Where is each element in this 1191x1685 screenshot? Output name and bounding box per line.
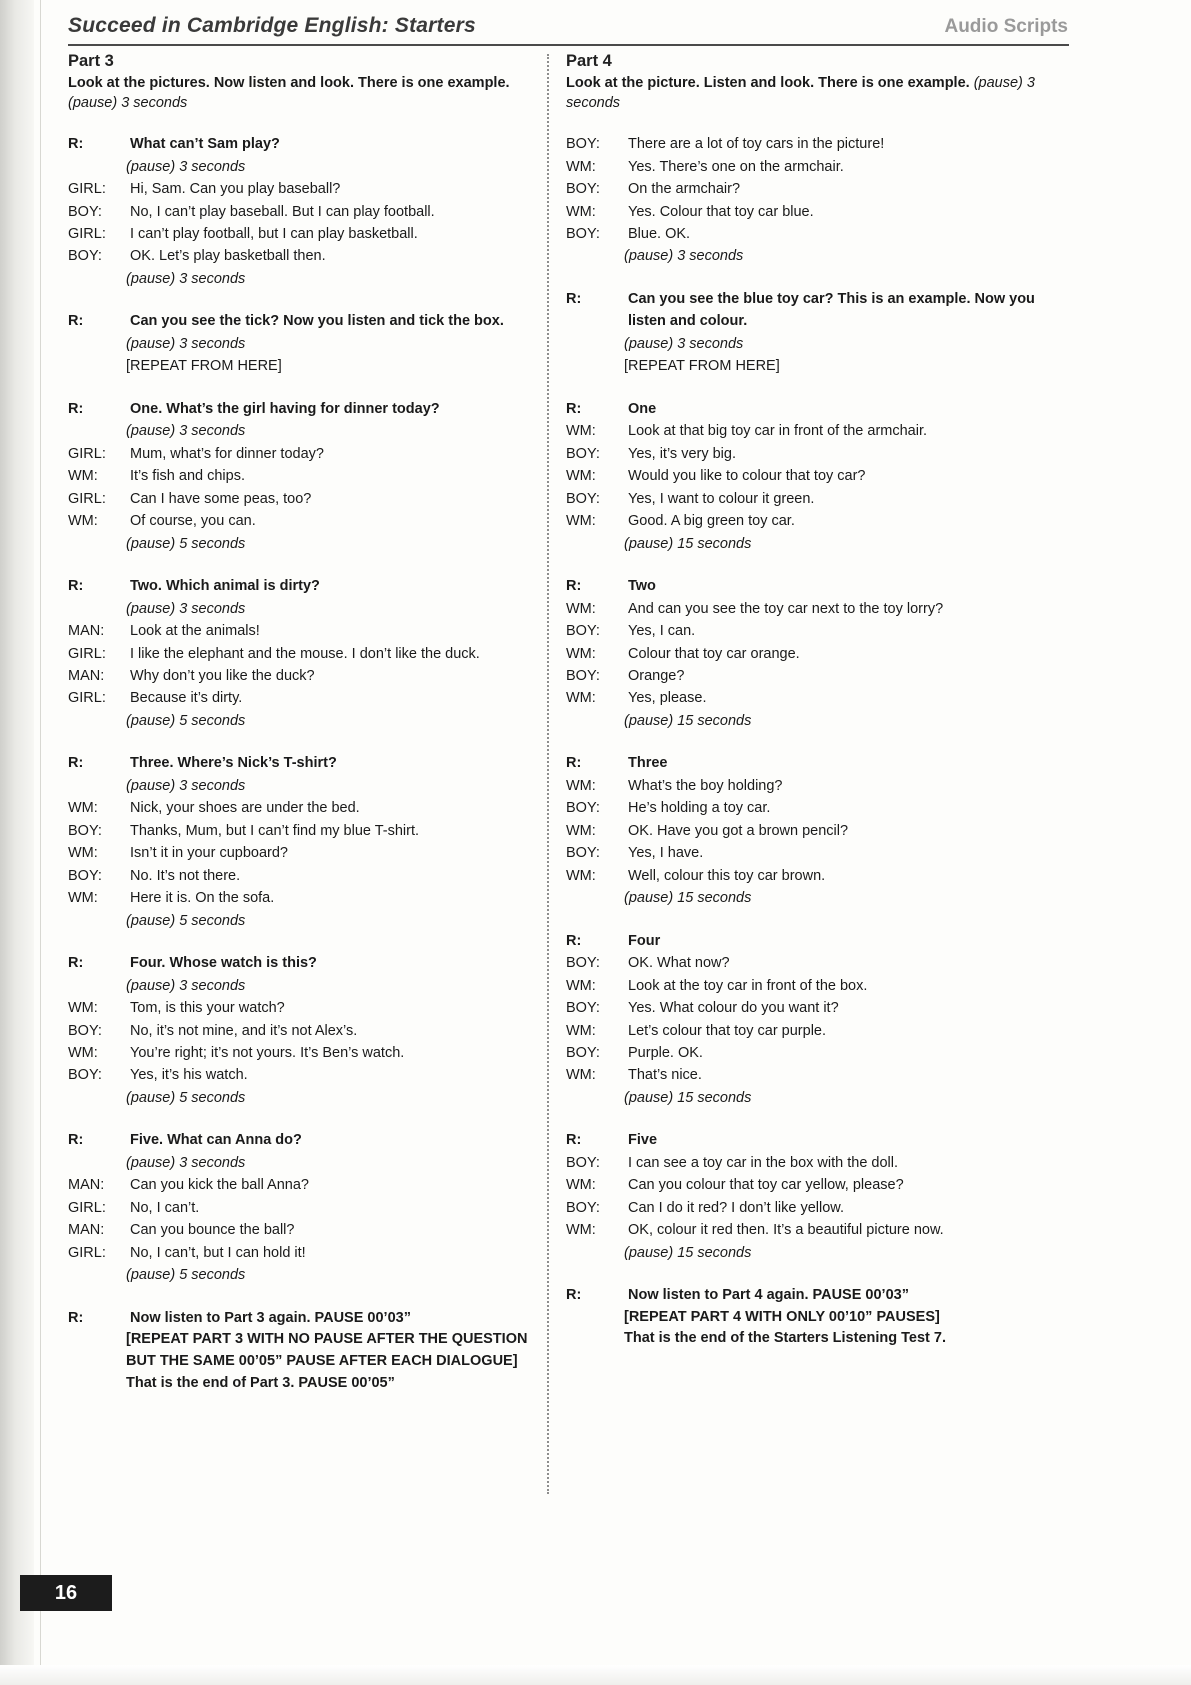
speaker-label: MAN: [68,623,105,640]
speaker-text: Can I have some peas, too? [130,490,312,507]
speaker-label: GIRL: [68,1199,106,1216]
script-block [68,752,538,932]
speaker-text: Blue. OK. [628,226,691,242]
speaker-text: Yes. What colour do you want it? [628,1000,839,1017]
dialogue-line [566,1042,1036,1064]
speaker-label: R: [68,578,84,595]
speaker-label: R: [566,932,582,949]
script-columns [68,52,1069,1532]
column-divider [547,54,549,1494]
speaker-text: Thanks, Mum, but I can’t find my blue T-shirt. [130,822,420,839]
speaker-text: No. It’s not there. [130,867,241,884]
speaker-label: BOY: [566,800,600,817]
speaker-label: WM: [566,423,596,440]
dialogue-line [566,643,1036,665]
dialogue-line [566,1219,1036,1241]
speaker-label: BOY: [566,845,600,862]
narrator-line [68,1307,538,1329]
speaker-text: Look at the animals! [130,623,260,640]
dialogue-line [68,865,538,887]
dialogue-line [566,420,1036,442]
speaker-text: Here it is. On the sofa. [130,890,275,907]
dialogue-line [68,820,538,842]
speaker-label: R: [566,755,582,772]
speaker-label: MAN: [68,1222,105,1239]
speaker-label: BOY: [566,136,600,153]
speaker-text: You’re right; it’s not yours. It’s Ben’s watch. [130,1045,405,1061]
pause-direction: (pause) 15 seconds [624,1244,752,1261]
pause-direction: (pause) 5 seconds [126,1089,246,1106]
pause-direction: (pause) 3 seconds [126,423,246,440]
speaker-text: OK. Have you got a brown pencil? [628,822,849,839]
speaker-label: R: [68,400,84,417]
dialogue-line [68,997,538,1019]
narrator-line [566,398,1036,420]
speaker-text: Five [628,1132,658,1149]
speaker-label: GIRL: [68,1244,106,1261]
speaker-label: WM: [68,468,98,485]
narrator-line [566,288,1036,333]
speaker-text: Can you kick the ball Anna? [130,1177,309,1194]
speaker-text: Tom, is this your watch? [130,1000,285,1017]
pause-direction: (pause) 3 seconds [126,270,246,287]
speaker-text: Would you like to colour that toy car? [628,468,866,485]
repeat-instruction: That is the end of Part 3. PAUSE 00’05” [126,1374,395,1391]
speaker-text: Two [628,578,656,595]
narrator-line [68,1129,538,1151]
speaker-label: BOY: [68,203,102,220]
speaker-text: Why don’t you like the duck? [130,667,315,684]
pause-direction: (pause) 3 seconds [624,335,744,352]
dialogue-line [566,510,1036,532]
page-number-badge: 16 [20,1575,112,1611]
dialogue-line [68,1197,538,1219]
speaker-text: OK. What now? [628,955,730,972]
speaker-label: BOY: [68,822,102,839]
speaker-text: Three [628,755,668,772]
speaker-text: Look at that big toy car in front of the armchair. [628,423,928,440]
column-part-4 [566,52,1036,1350]
script-block [566,575,1036,732]
part-3-instruction-bold: Look at the pictures. Now listen and look. There is one example. [68,75,510,91]
dialogue-line [566,820,1036,842]
speaker-label: BOY: [566,623,600,640]
speaker-label: WM: [566,777,596,794]
speaker-label: R: [566,1132,582,1149]
speaker-text: Yes, I want to colour it green. [628,490,815,507]
speaker-label: GIRL: [68,181,106,198]
speaker-text: No, I can’t, but I can hold it! [130,1244,306,1261]
dialogue-line [68,223,538,245]
speaker-text: No, I can’t. [130,1199,200,1216]
script-block [68,1129,538,1286]
script-block [566,398,1036,555]
speaker-text: There are a lot of toy cars in the picture! [628,136,885,153]
script-block [566,133,1036,268]
narrator-line [68,952,538,974]
speaker-text: On the armchair? [628,181,741,198]
dialogue-line [566,1197,1036,1219]
speaker-label: WM: [68,1045,98,1061]
book-title: Succeed in Cambridge English: Starters [68,14,476,37]
dialogue-line [68,643,538,665]
pause-direction: (pause) 5 seconds [126,712,246,729]
speaker-label: WM: [68,890,98,907]
repeat-direction: [REPEAT FROM HERE] [126,358,282,375]
speaker-text: Colour that toy car orange. [628,645,800,662]
speaker-text: Can you see the blue toy car? This is an example. Now you listen and colour. [628,290,1035,330]
dialogue-line [68,1242,538,1264]
speaker-text: What’s the boy holding? [628,777,783,794]
speaker-text: It’s fish and chips. [130,468,245,485]
speaker-text: Now listen to Part 3 again. PAUSE 00’03” [130,1309,411,1326]
speaker-label: R: [68,1309,84,1326]
narrator-line [68,310,538,332]
dialogue-line [566,465,1036,487]
speaker-label: WM: [68,513,98,530]
part-3-instruction-pause: (pause) 3 seconds [68,94,188,111]
speaker-label: WM: [566,690,596,707]
speaker-text: Three. Where’s Nick’s T-shirt? [130,755,337,772]
script-block [68,952,538,1109]
speaker-text: He’s holding a toy car. [628,800,771,817]
page-header [68,14,1068,48]
speaker-text: Yes, please. [628,690,707,707]
narrator-line [566,930,1036,952]
speaker-label: WM: [566,1177,596,1194]
repeat-instruction: [REPEAT PART 3 WITH NO PAUSE AFTER THE QUESTION BUT THE SAME 00’05” PAUSE AFTER EACH DIALOGUE] [126,1331,528,1369]
narrator-line [566,1129,1036,1151]
pause-direction: (pause) 15 seconds [624,535,752,552]
speaker-text: OK, colour it red then. It’s a beautiful picture now. [628,1222,944,1239]
narrator-line [566,1284,1036,1306]
speaker-label: WM: [566,1067,596,1084]
speaker-label: R: [68,136,84,153]
dialogue-line [566,775,1036,797]
speaker-text: What can’t Sam play? [130,136,280,153]
speaker-text: Good. A big green toy car. [628,513,795,530]
dialogue-line [68,887,538,909]
speaker-label: R: [566,1287,582,1304]
dialogue-line [68,1020,538,1042]
speaker-label: MAN: [68,1177,105,1194]
repeat-direction: [REPEAT FROM HERE] [624,358,780,375]
speaker-label: WM: [566,600,596,617]
speaker-label: GIRL: [68,645,106,662]
page-footer-shadow [0,1665,1191,1685]
dialogue-line [68,178,538,200]
speaker-text: Purple. OK. [628,1045,703,1061]
dialogue-line [68,443,538,465]
narrator-line [566,752,1036,774]
script-block [68,310,538,377]
dialogue-line [566,997,1036,1019]
speaker-label: R: [68,755,84,772]
narrator-line [68,133,538,155]
dialogue-line [566,223,1036,245]
script-block [68,398,538,555]
speaker-text: Yes, I have. [628,845,704,862]
part-4-instruction [566,74,1036,113]
speaker-label: WM: [566,645,596,662]
pause-direction: (pause) 3 seconds [624,248,744,265]
speaker-text: OK. Let’s play basketball then. [130,248,326,265]
dialogue-line [68,620,538,642]
speaker-label: WM: [566,822,596,839]
speaker-text: No, I can’t play baseball. But I can play football. [130,203,435,220]
speaker-label: R: [68,1132,84,1149]
dialogue-line [566,133,1036,155]
page-binding-edge [0,0,34,1685]
repeat-instruction: That is the end of the Starters Listening Test 7. [624,1330,947,1347]
speaker-text: I like the elephant and the mouse. I don’t like the duck. [130,645,480,662]
speaker-label: R: [68,313,84,330]
speaker-label: WM: [566,158,596,175]
part-4-blocks [566,133,1036,1350]
part-3-instruction [68,74,538,113]
speaker-text: Yes. There’s one on the armchair. [628,158,844,175]
speaker-text: Nick, your shoes are under the bed. [130,800,360,817]
section-label: Audio Scripts [944,16,1068,37]
speaker-text: Now listen to Part 4 again. PAUSE 00’03” [628,1287,909,1304]
speaker-label: WM: [68,800,98,817]
pause-direction: (pause) 5 seconds [126,912,246,929]
narrator-line [68,752,538,774]
speaker-label: BOY: [566,1000,600,1017]
dialogue-line [68,797,538,819]
dialogue-line [566,488,1036,510]
speaker-label: R: [68,955,84,972]
speaker-label: BOY: [68,1067,102,1084]
dialogue-line [566,1174,1036,1196]
narrator-line [566,575,1036,597]
script-block [68,133,538,290]
speaker-text: That’s nice. [628,1067,702,1084]
speaker-text: Yes, it’s his watch. [130,1067,248,1084]
speaker-label: WM: [566,468,596,485]
dialogue-line [68,1042,538,1064]
speaker-text: Can I do it red? I don’t like yellow. [628,1199,845,1216]
speaker-text: Mum, what’s for dinner today? [130,445,324,462]
pause-direction: (pause) 3 seconds [126,600,246,617]
speaker-text: Look at the toy car in front of the box. [628,977,868,994]
header-divider [68,44,1069,46]
dialogue-line [566,1152,1036,1174]
speaker-text: Can you colour that toy car yellow, please? [628,1177,904,1194]
speaker-text: And can you see the toy car next to the toy lorry? [628,600,944,617]
pause-direction: (pause) 3 seconds [126,1154,246,1171]
speaker-label: BOY: [566,445,600,462]
dialogue-line [68,1064,538,1086]
speaker-text: Yes, it’s very big. [628,445,736,462]
column-part-3 [68,52,538,1394]
dialogue-line [566,598,1036,620]
speaker-text: No, it’s not mine, and it’s not Alex’s. [130,1022,358,1039]
part-4-instruction-bold: Look at the picture. Listen and look. There is one example. [566,75,970,91]
dialogue-line [68,1174,538,1196]
narrator-line [68,575,538,597]
speaker-label: GIRL: [68,690,106,707]
part-4-instruction-pause: (pause) 3 seconds [566,75,1035,111]
dialogue-line [68,687,538,709]
dialogue-line [68,488,538,510]
dialogue-line [566,797,1036,819]
speaker-label: WM: [566,1222,596,1239]
speaker-label: BOY: [566,667,600,684]
speaker-text: Because it’s dirty. [130,690,243,707]
speaker-text: One. What’s the girl having for dinner today? [130,400,440,417]
page-margin-rule [40,0,41,1685]
speaker-label: BOY: [566,226,600,242]
pause-direction: (pause) 3 seconds [126,335,246,352]
speaker-label: BOY: [566,955,600,972]
speaker-label: WM: [566,1022,596,1039]
pause-direction: (pause) 5 seconds [126,535,246,552]
dialogue-line [68,465,538,487]
speaker-text: Two. Which animal is dirty? [130,578,320,595]
dialogue-line [566,842,1036,864]
speaker-text: I can see a toy car in the box with the doll. [628,1154,899,1171]
dialogue-line [68,510,538,532]
script-block [566,288,1036,378]
speaker-label: WM: [566,203,596,220]
script-block [566,930,1036,1110]
dialogue-line [68,245,538,267]
pause-direction: (pause) 3 seconds [126,977,246,994]
speaker-label: BOY: [566,181,600,198]
repeat-instruction: [REPEAT PART 4 WITH ONLY 00’10” PAUSES] [624,1308,940,1325]
dialogue-line [566,665,1036,687]
dialogue-line [566,620,1036,642]
speaker-text: Hi, Sam. Can you play baseball? [130,181,341,198]
dialogue-line [566,443,1036,465]
dialogue-line [566,865,1036,887]
script-block [68,1307,538,1395]
dialogue-line [566,975,1036,997]
speaker-label: GIRL: [68,445,106,462]
part-3-blocks [68,133,538,1394]
speaker-label: WM: [68,1000,98,1017]
dialogue-line [68,665,538,687]
pause-direction: (pause) 15 seconds [624,712,752,729]
speaker-text: Isn’t it in your cupboard? [130,845,288,862]
speaker-text: Let’s colour that toy car purple. [628,1022,827,1039]
pause-direction: (pause) 15 seconds [624,890,752,907]
speaker-text: Well, colour this toy car brown. [628,867,826,884]
script-block [566,1284,1036,1350]
speaker-text: I can’t play football, but I can play basketball. [130,226,418,242]
speaker-label: MAN: [68,667,105,684]
speaker-label: BOY: [566,1045,600,1061]
script-block [68,575,538,732]
dialogue-line [68,201,538,223]
speaker-text: Can you bounce the ball? [130,1222,295,1239]
speaker-label: BOY: [68,248,102,265]
script-block [566,752,1036,909]
pause-direction: (pause) 3 seconds [126,158,246,175]
speaker-label: GIRL: [68,226,106,242]
speaker-label: BOY: [68,867,102,884]
speaker-text: Can you see the tick? Now you listen and tick the box. [130,313,504,330]
dialogue-line [566,201,1036,223]
pause-direction: (pause) 5 seconds [126,1267,246,1284]
speaker-label: R: [566,400,582,417]
speaker-text: Four [628,932,661,949]
part-3-title: Part 3 [68,52,114,70]
speaker-text: Yes. Colour that toy car blue. [628,203,814,220]
narrator-line [68,398,538,420]
dialogue-line [68,1219,538,1241]
pause-direction: (pause) 15 seconds [624,1089,752,1106]
speaker-text: Four. Whose watch is this? [130,955,317,972]
speaker-label: BOY: [566,1154,600,1171]
speaker-label: BOY: [566,490,600,507]
speaker-text: Orange? [628,667,685,684]
part-4-title: Part 4 [566,52,612,70]
dialogue-line [566,1064,1036,1086]
speaker-text: Of course, you can. [130,513,256,530]
dialogue-line [566,178,1036,200]
speaker-label: WM: [68,845,98,862]
script-block [566,1129,1036,1264]
pause-direction: (pause) 3 seconds [126,777,246,794]
dialogue-line [566,156,1036,178]
speaker-label: WM: [566,977,596,994]
speaker-label: WM: [566,867,596,884]
dialogue-line [566,1020,1036,1042]
speaker-label: R: [566,290,582,307]
dialogue-line [566,687,1036,709]
speaker-text: Five. What can Anna do? [130,1132,302,1149]
speaker-label: BOY: [566,1199,600,1216]
speaker-label: WM: [566,513,596,530]
speaker-text: One [628,400,657,417]
speaker-text: Yes, I can. [628,623,696,640]
dialogue-line [68,842,538,864]
speaker-label: R: [566,578,582,595]
dialogue-line [566,952,1036,974]
speaker-label: BOY: [68,1022,102,1039]
speaker-label: GIRL: [68,490,106,507]
